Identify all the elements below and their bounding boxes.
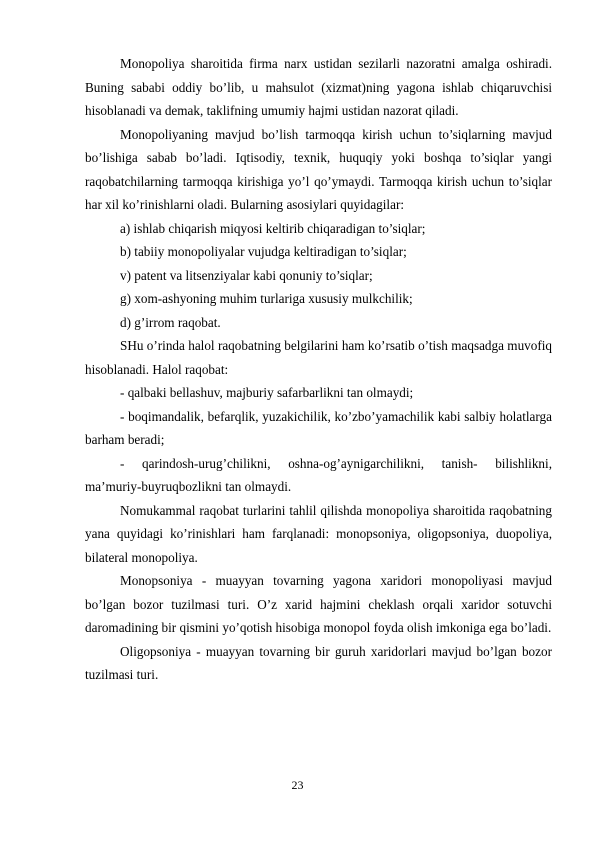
list-item-g: g) xom-ashyoning muhim turlariga xususiy mulkchilik;	[120, 291, 413, 306]
dash-item-3: - qarindosh-urug’chilikni, oshna-og’aynigarchilikni, tanish- bilishlikni, ma’muriy-buyruqbozlikni tan olmaydi.	[85, 455, 552, 494]
paragraph-fair-competition: SHu o’rinda halol raqobatning belgilarini ham ko’rsatib o’tish maqsadga muvofiq hisoblanadi. Halol raqobat:	[85, 338, 552, 377]
paragraph-monopsony: Monopsoniya - muayyan tovarning yagona xaridori monopoliyasi mavjud bo’lgan bozor tuzilmasi turi. O’z xarid hajmini cheklash orqali xaridor sotuvchi daromadining bir qismini yo’qotish hisobiga monopol foyda olish imkoniga ega bo’ladi.	[85, 573, 552, 635]
dash-item-2: - boqimandalik, befarqlik, yuzakichilik, ko’zbo’yamachilik kabi salbiy holatlarga barham beradi;	[85, 408, 552, 447]
body-text	[85, 52, 552, 687]
paragraph-imperfect-competition: Nomukammal raqobat turlarini tahlil qilishda monopoliya sharoitida raqobatning yana quyidagi ko’rinishlari ham farqlanadi: monopsoniya, oligopsoniya, duopoliya, bilateral monopoliya.	[85, 502, 552, 565]
list-item-d: d) g’irrom raqobat.	[120, 314, 221, 330]
dash-item-1: - qalbaki bellashuv, majburiy safarbarlikni tan olmaydi;	[120, 385, 414, 400]
paragraph-2: Monopoliyaning mavjud bo’lish tarmoqqa kirish uchun to’siqlarning mavjud bo’lishiga sabab bo’ladi. Iqtisodiy, texnik, huquqiy yoki boshqa to’siqlar yangi raqobatchilarning tarmoqqa kirishiga yo’l qo’ymaydi. Tarmoqqa kirish uchun to’siqlar har xil ko’rinishlarni oladi. Bularning asosiylari quyidagilar:	[85, 126, 552, 212]
list-item-v: v) patent va litsenziyalar kabi qonuniy to’siqlar;	[120, 267, 373, 283]
paragraph-oligopsony: Oligopsoniya - muayyan tovarning bir guruh xaridorlari mavjud bo’lgan bozor tuzilmasi turi.	[85, 643, 552, 682]
page-number: 23	[291, 778, 304, 792]
paragraph-1: Monopoliya sharoitida firma narx ustidan sezilarli nazoratni amalga oshiradi. Buning sababi oddiy bo’lib, u mahsulot (xizmat)ning yagona ishlab chiqaruvchisi hisoblanadi va demak, taklifning umumiy hajmi ustidan nazorat qiladi.	[85, 56, 552, 118]
list-item-b: b) tabiiy monopoliyalar vujudga keltiradigan to’siqlar;	[120, 244, 407, 259]
list-item-a: a) ishlab chiqarish miqyosi keltirib chiqaradigan to’siqlar;	[120, 220, 426, 236]
